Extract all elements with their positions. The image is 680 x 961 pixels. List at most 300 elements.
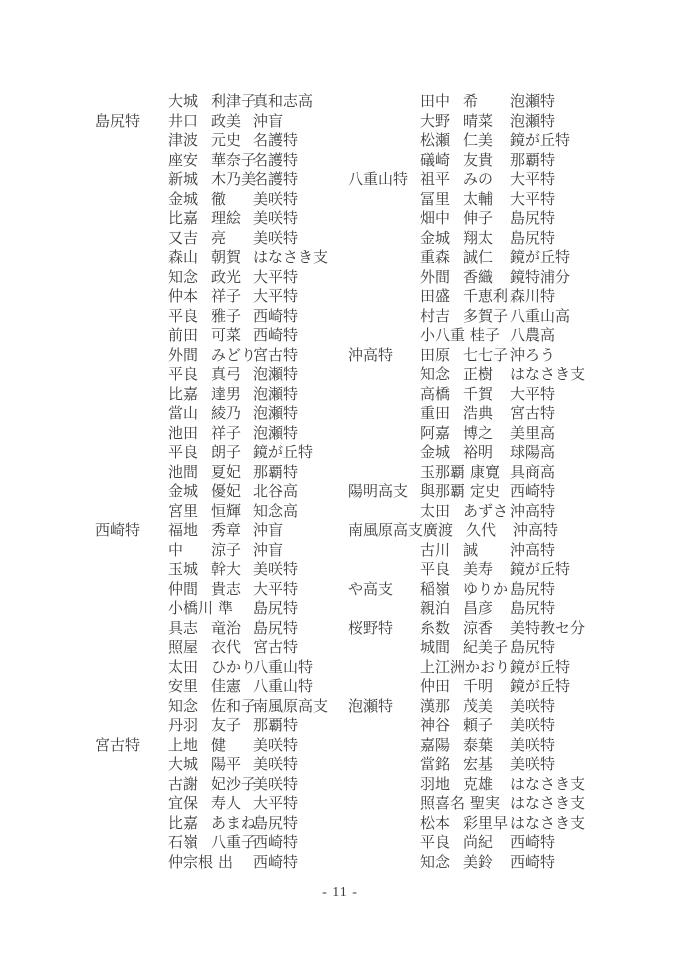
person-given-name: ひかり bbox=[211, 659, 257, 676]
person-surname: 平良 bbox=[168, 308, 199, 325]
school-label: 大平特 bbox=[253, 581, 299, 598]
person-surname: 池間 bbox=[168, 464, 199, 481]
group-label: 西崎特 bbox=[95, 523, 141, 539]
school-label: 八重山特 bbox=[253, 659, 314, 676]
roster-row bbox=[95, 854, 345, 874]
person-given-name: 美鈴 bbox=[463, 854, 494, 871]
person-name bbox=[168, 93, 257, 113]
person-surname: 與那覇 bbox=[420, 484, 466, 500]
person-name bbox=[168, 171, 257, 191]
person-name bbox=[168, 815, 257, 835]
person-name bbox=[420, 425, 510, 445]
person-surname: 金城 bbox=[168, 484, 199, 500]
person-given-name: あまね bbox=[211, 815, 257, 832]
school-label: 泡瀬特 bbox=[253, 367, 299, 383]
person-surname: 神谷 bbox=[420, 718, 451, 734]
person-given-name: 友貴 bbox=[463, 152, 494, 169]
person-surname: 知念 bbox=[420, 854, 451, 871]
roster-row bbox=[95, 503, 345, 523]
school-label: 島尻特 bbox=[510, 601, 556, 617]
person-surname: 前田 bbox=[168, 328, 199, 344]
roster-row bbox=[348, 210, 658, 230]
roster-row bbox=[348, 834, 658, 854]
school-label: 美咲特 bbox=[510, 757, 556, 773]
person-name bbox=[420, 834, 510, 854]
person-name bbox=[420, 327, 510, 347]
roster-row bbox=[348, 405, 658, 425]
person-given-name: 誠 bbox=[463, 542, 479, 559]
person-given-name: 久代 bbox=[466, 523, 497, 539]
person-given-name: 正樹 bbox=[463, 367, 494, 383]
person-name bbox=[420, 171, 510, 191]
person-surname: 池田 bbox=[168, 425, 199, 442]
school-label: 大平特 bbox=[253, 269, 299, 286]
person-name bbox=[168, 483, 253, 503]
person-name bbox=[168, 444, 253, 464]
person-given-name: 千明 bbox=[463, 679, 494, 695]
person-given-name: 頼子 bbox=[463, 718, 494, 734]
person-surname: 比嘉 bbox=[168, 815, 199, 832]
person-given-name: 朗子 bbox=[211, 445, 242, 461]
person-given-name: 綾乃 bbox=[211, 406, 242, 422]
school-label: 南風原高支 bbox=[253, 698, 329, 715]
person-surname: 古謝 bbox=[168, 776, 199, 793]
roster-row bbox=[348, 522, 658, 542]
person-given-name: 香織 bbox=[463, 269, 494, 286]
school-label: 美咲特 bbox=[253, 191, 299, 208]
person-given-name: 陽平 bbox=[211, 757, 242, 773]
person-given-name: 泰葉 bbox=[463, 737, 494, 754]
person-surname: 外間 bbox=[420, 269, 451, 286]
person-surname: 當銘 bbox=[420, 757, 451, 773]
roster-row bbox=[95, 386, 345, 406]
person-surname: 大野 bbox=[420, 113, 451, 130]
person-given-name: 千賀 bbox=[463, 386, 494, 403]
person-given-name: みの bbox=[463, 172, 494, 188]
school-label: 宮古特 bbox=[253, 640, 299, 656]
roster-row bbox=[348, 795, 658, 815]
roster-column-left bbox=[95, 93, 345, 873]
person-given-name: あずさ bbox=[463, 503, 509, 520]
group-label: 桜野特 bbox=[348, 620, 394, 637]
person-surname: 宮里 bbox=[168, 503, 199, 520]
person-name bbox=[168, 776, 257, 796]
person-surname: 外間 bbox=[168, 347, 199, 364]
person-surname: 比嘉 bbox=[168, 211, 199, 227]
school-label: 森川特 bbox=[510, 289, 556, 305]
person-name bbox=[420, 581, 510, 601]
person-surname: 仲宗根 bbox=[168, 854, 214, 871]
person-given-name: 徹 bbox=[211, 191, 227, 208]
roster-row bbox=[95, 561, 345, 581]
person-given-name: 千恵利 bbox=[463, 289, 509, 305]
person-surname: 廣渡 bbox=[423, 523, 454, 539]
person-name bbox=[168, 795, 253, 815]
person-given-name: 祥子 bbox=[211, 289, 242, 305]
school-label: はなさき支 bbox=[510, 815, 586, 832]
person-surname: 畑中 bbox=[420, 211, 451, 227]
school-label: 鏡が丘特 bbox=[253, 445, 314, 461]
person-given-name: 雅子 bbox=[211, 308, 242, 325]
person-given-name: 彩里早 bbox=[463, 815, 509, 832]
school-label: 沖ろう bbox=[510, 347, 556, 364]
person-given-name: 木乃美 bbox=[211, 172, 257, 188]
person-surname: 親泊 bbox=[420, 601, 451, 617]
person-given-name: 涼香 bbox=[463, 620, 494, 637]
person-name bbox=[420, 678, 510, 698]
roster-row bbox=[95, 522, 345, 542]
person-name bbox=[168, 620, 253, 640]
person-surname: 漢那 bbox=[420, 698, 451, 715]
person-surname: 知念 bbox=[168, 269, 199, 286]
person-surname: 照喜名 bbox=[420, 796, 466, 812]
person-surname: 當山 bbox=[168, 406, 199, 422]
school-label: 西崎特 bbox=[253, 854, 299, 871]
school-label: 美咲特 bbox=[253, 776, 299, 793]
school-label: 島尻特 bbox=[510, 230, 556, 247]
person-name bbox=[420, 854, 510, 874]
school-label: 沖盲 bbox=[253, 542, 284, 559]
person-given-name: ゆりか bbox=[463, 581, 509, 598]
school-label: 泡瀬特 bbox=[253, 386, 299, 403]
person-name bbox=[168, 327, 253, 347]
person-name bbox=[168, 210, 253, 230]
person-name bbox=[168, 834, 257, 854]
school-label: 沖高特 bbox=[510, 542, 556, 559]
person-given-name: 克雄 bbox=[463, 776, 494, 793]
person-given-name: 佐和子 bbox=[211, 698, 257, 715]
school-label: 泡瀬特 bbox=[253, 406, 299, 422]
person-surname: 重森 bbox=[420, 250, 451, 266]
school-label: 大平特 bbox=[253, 796, 299, 812]
roster-row bbox=[95, 171, 345, 191]
school-label: 八重山特 bbox=[253, 679, 314, 695]
person-given-name: 聖実 bbox=[470, 796, 501, 812]
person-given-name: かおり bbox=[464, 659, 510, 676]
person-surname: 安里 bbox=[168, 679, 199, 695]
group-label: 南風原高支 bbox=[348, 523, 424, 539]
roster-row bbox=[348, 542, 658, 562]
person-given-name: 妃沙子 bbox=[211, 776, 257, 793]
school-label: 西崎特 bbox=[510, 484, 556, 500]
person-given-name: 七七子 bbox=[463, 347, 509, 364]
roster-row bbox=[95, 483, 345, 503]
person-given-name: 準 bbox=[218, 601, 234, 617]
person-name bbox=[420, 737, 510, 757]
person-surname: 又吉 bbox=[168, 230, 199, 247]
person-given-name: 浩典 bbox=[463, 406, 494, 422]
school-label: 名護特 bbox=[253, 172, 299, 188]
person-name bbox=[168, 717, 253, 737]
person-surname: 中 bbox=[168, 542, 184, 559]
person-name bbox=[420, 191, 510, 211]
person-surname: 城間 bbox=[420, 640, 451, 656]
person-given-name: 涼子 bbox=[211, 542, 242, 559]
person-name bbox=[168, 522, 253, 542]
person-name bbox=[420, 405, 510, 425]
person-given-name: 伸子 bbox=[463, 211, 494, 227]
person-name bbox=[168, 503, 253, 523]
school-label: 具商高 bbox=[510, 464, 556, 481]
school-label: 泡瀬特 bbox=[510, 113, 556, 130]
roster-row bbox=[348, 503, 658, 523]
person-name bbox=[420, 152, 510, 172]
school-label: 大平特 bbox=[510, 172, 556, 188]
person-surname: 田盛 bbox=[420, 289, 451, 305]
school-label: 鏡が丘特 bbox=[510, 133, 571, 149]
person-name bbox=[168, 561, 253, 581]
roster-row bbox=[95, 347, 345, 367]
person-given-name: 政美 bbox=[211, 113, 242, 130]
school-label: 美咲特 bbox=[510, 737, 556, 754]
person-name bbox=[423, 522, 513, 542]
person-given-name: 友子 bbox=[211, 718, 242, 734]
person-given-name: 貴志 bbox=[211, 581, 242, 598]
person-surname: 津波 bbox=[168, 133, 199, 149]
person-surname: 田原 bbox=[420, 347, 451, 364]
person-name bbox=[168, 678, 253, 698]
person-surname: 金城 bbox=[420, 230, 451, 247]
person-surname: 仲本 bbox=[168, 289, 199, 305]
roster-row bbox=[95, 542, 345, 562]
school-label: 名護特 bbox=[253, 152, 299, 169]
person-given-name: 八重子 bbox=[211, 835, 257, 851]
person-name bbox=[420, 815, 510, 835]
person-given-name: 幹大 bbox=[211, 562, 242, 578]
person-name bbox=[420, 132, 510, 152]
person-surname: 宜保 bbox=[168, 796, 199, 812]
school-label: 島尻特 bbox=[253, 815, 299, 832]
person-surname: 上江洲 bbox=[420, 659, 466, 676]
roster-column-right bbox=[348, 93, 658, 873]
person-surname: 古川 bbox=[420, 542, 451, 559]
person-surname: 石嶺 bbox=[168, 835, 199, 851]
school-label: 美咲特 bbox=[253, 737, 299, 754]
person-surname: 丹羽 bbox=[168, 718, 199, 734]
person-given-name: 誠仁 bbox=[463, 250, 494, 266]
person-surname: 井口 bbox=[168, 113, 199, 130]
person-given-name: 太輔 bbox=[463, 191, 494, 208]
person-name bbox=[168, 132, 253, 152]
person-name bbox=[420, 308, 510, 328]
person-name bbox=[168, 230, 253, 250]
person-surname: 松瀬 bbox=[420, 133, 451, 149]
person-given-name: 寿人 bbox=[211, 796, 242, 812]
person-given-name: 佳憲 bbox=[211, 679, 242, 695]
roster-row bbox=[95, 756, 345, 776]
roster-row bbox=[348, 366, 658, 386]
person-name bbox=[420, 464, 510, 484]
roster-row bbox=[348, 698, 658, 718]
roster-row bbox=[348, 756, 658, 776]
person-surname: 村吉 bbox=[420, 308, 451, 325]
school-label: 宮古特 bbox=[510, 406, 556, 422]
roster-row bbox=[95, 678, 345, 698]
person-given-name: 華奈子 bbox=[211, 152, 257, 169]
school-label: 沖高特 bbox=[513, 523, 559, 539]
school-label: 那覇特 bbox=[253, 464, 299, 481]
person-surname: 高橋 bbox=[420, 386, 451, 403]
roster-row bbox=[95, 152, 345, 172]
school-label: 沖盲 bbox=[253, 113, 284, 130]
person-surname: 嘉陽 bbox=[420, 737, 451, 754]
school-label: 美特教セ分 bbox=[510, 620, 586, 637]
school-label: 大平特 bbox=[253, 289, 299, 305]
roster-row bbox=[95, 581, 345, 601]
roster-row bbox=[95, 600, 345, 620]
roster-row bbox=[348, 152, 658, 172]
person-surname: 重田 bbox=[420, 406, 451, 422]
person-name bbox=[420, 210, 510, 230]
person-given-name: 康寛 bbox=[470, 464, 501, 481]
school-label: 西崎特 bbox=[253, 308, 299, 325]
person-given-name: 裕明 bbox=[463, 445, 494, 461]
person-surname: 知念 bbox=[420, 367, 451, 383]
person-name bbox=[168, 347, 257, 367]
school-label: 鏡特浦分 bbox=[510, 269, 571, 286]
person-surname: 座安 bbox=[168, 152, 199, 169]
person-name bbox=[168, 113, 253, 133]
school-label: 鏡が丘特 bbox=[510, 250, 571, 266]
person-name bbox=[420, 113, 510, 133]
roster-row bbox=[95, 366, 345, 386]
roster-row bbox=[348, 854, 658, 874]
person-surname: 礒崎 bbox=[420, 152, 451, 169]
person-surname: 大城 bbox=[168, 757, 199, 773]
person-name bbox=[168, 854, 253, 874]
roster-row bbox=[348, 308, 658, 328]
roster-row bbox=[95, 269, 345, 289]
roster-row bbox=[95, 639, 345, 659]
person-name bbox=[420, 366, 510, 386]
school-label: 八農高 bbox=[510, 328, 556, 344]
school-label: 鏡が丘特 bbox=[510, 562, 571, 578]
person-surname: 平良 bbox=[168, 445, 199, 461]
roster-row bbox=[348, 678, 658, 698]
person-name bbox=[420, 386, 510, 406]
person-surname: 金城 bbox=[168, 191, 199, 208]
person-given-name: 利津子 bbox=[211, 94, 257, 110]
person-given-name: 健 bbox=[211, 737, 227, 754]
person-name bbox=[168, 659, 257, 679]
roster-row bbox=[348, 93, 658, 113]
school-label: 北谷高 bbox=[253, 484, 299, 500]
person-given-name: 仁美 bbox=[463, 133, 494, 149]
group-label: 陽明高支 bbox=[348, 484, 409, 500]
person-surname: 玉那覇 bbox=[420, 464, 466, 481]
person-name bbox=[420, 561, 510, 581]
person-name bbox=[168, 542, 253, 562]
person-name bbox=[420, 795, 510, 815]
person-given-name: みどり bbox=[211, 347, 257, 364]
person-given-name: 恒輝 bbox=[211, 503, 242, 520]
person-name bbox=[168, 308, 253, 328]
person-given-name: 可菜 bbox=[211, 328, 242, 344]
person-surname: 小橋川 bbox=[168, 601, 214, 617]
school-label: 泡瀬特 bbox=[253, 425, 299, 442]
person-given-name: 元史 bbox=[211, 133, 242, 149]
person-name bbox=[168, 737, 253, 757]
person-surname: 祖平 bbox=[420, 172, 451, 188]
person-surname: 比嘉 bbox=[168, 386, 199, 403]
school-label: 美里高 bbox=[510, 425, 556, 442]
person-given-name: 美寿 bbox=[463, 562, 494, 578]
school-label: 西崎特 bbox=[253, 328, 299, 344]
roster-row bbox=[348, 620, 658, 640]
person-name bbox=[168, 288, 253, 308]
person-name bbox=[420, 717, 510, 737]
roster-row bbox=[348, 425, 658, 445]
person-surname: 平良 bbox=[168, 367, 199, 383]
roster-row bbox=[348, 561, 658, 581]
school-label: 島尻特 bbox=[253, 601, 299, 617]
roster-row bbox=[348, 776, 658, 796]
group-label: 宮古特 bbox=[95, 737, 141, 754]
person-given-name: 優妃 bbox=[211, 484, 242, 500]
roster-row bbox=[95, 776, 345, 796]
person-name bbox=[420, 503, 510, 523]
roster-row bbox=[348, 191, 658, 211]
person-name bbox=[420, 288, 510, 308]
person-surname: 照屋 bbox=[168, 640, 199, 656]
school-label: はなさき支 bbox=[510, 796, 586, 812]
person-given-name: 政光 bbox=[211, 269, 242, 286]
person-surname: 羽地 bbox=[420, 776, 451, 793]
roster-row bbox=[95, 659, 345, 679]
person-name bbox=[168, 249, 253, 269]
roster-row bbox=[348, 288, 658, 308]
roster-row bbox=[348, 171, 658, 191]
person-name bbox=[168, 366, 253, 386]
roster-row bbox=[95, 288, 345, 308]
school-label: 泡瀬特 bbox=[510, 94, 556, 110]
person-given-name: 出 bbox=[218, 854, 234, 871]
page-number: - 11 - bbox=[322, 885, 358, 900]
person-name bbox=[420, 230, 510, 250]
person-name bbox=[420, 249, 510, 269]
person-given-name: 理絵 bbox=[211, 211, 242, 227]
person-given-name: 夏妃 bbox=[211, 464, 242, 481]
roster-row bbox=[95, 405, 345, 425]
roster-row bbox=[95, 464, 345, 484]
school-label: 島尻特 bbox=[510, 581, 556, 598]
person-name bbox=[168, 386, 253, 406]
person-name bbox=[168, 425, 253, 445]
roster-row bbox=[95, 717, 345, 737]
school-label: 真和志高 bbox=[253, 94, 314, 110]
person-given-name: 宏基 bbox=[463, 757, 494, 773]
group-label: 島尻特 bbox=[95, 113, 141, 130]
person-surname: 松本 bbox=[420, 815, 451, 832]
person-given-name: 多賀子 bbox=[463, 308, 509, 325]
roster-row bbox=[348, 815, 658, 835]
group-label: や高支 bbox=[348, 581, 394, 598]
person-given-name: 昌彦 bbox=[463, 601, 494, 617]
roster-row bbox=[95, 815, 345, 835]
person-name bbox=[420, 444, 510, 464]
roster-row bbox=[95, 132, 345, 152]
person-surname: 上地 bbox=[168, 737, 199, 754]
roster-row bbox=[95, 795, 345, 815]
school-label: 美咲特 bbox=[253, 230, 299, 247]
school-label: 那覇特 bbox=[510, 152, 556, 169]
school-label: はなさき支 bbox=[510, 367, 586, 383]
person-surname: 稲嶺 bbox=[420, 581, 451, 598]
person-name bbox=[168, 600, 253, 620]
person-given-name: 真弓 bbox=[211, 367, 242, 383]
school-label: はなさき支 bbox=[510, 776, 586, 793]
school-label: 鏡が丘特 bbox=[510, 659, 571, 676]
